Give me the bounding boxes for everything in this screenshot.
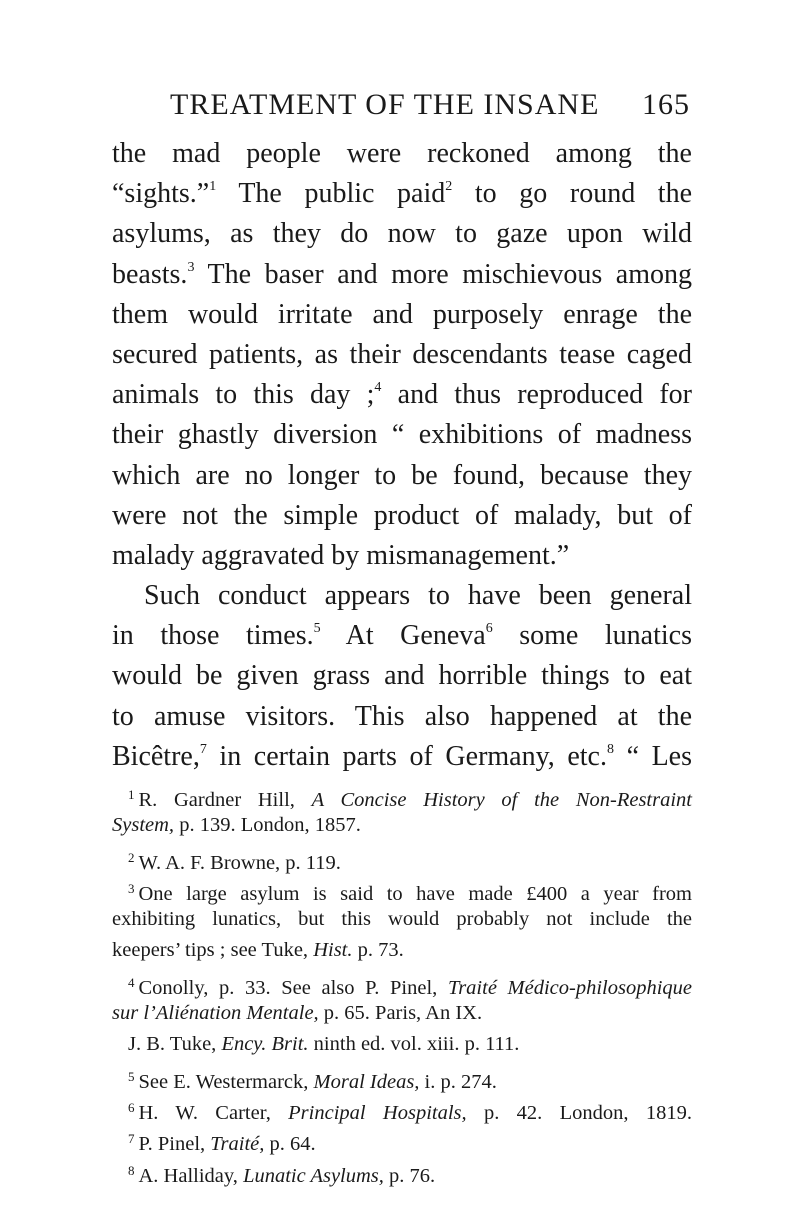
footnote-ref: 3 (187, 259, 195, 275)
page-number: 165 (642, 88, 690, 121)
footnote-1-cont: System, p. 139. London, 1857. (112, 814, 361, 837)
footnote-4-cont: J. B. Tuke, Ency. Brit. ninth ed. vol. xiii. p. 111. (128, 1033, 520, 1056)
body-line: Bicêtre,$^7$ in certain parts of Germany, etc.$^8$ “ Les (112, 740, 693, 772)
body-text (112, 134, 692, 777)
footnote-mark: 7 (128, 1131, 135, 1147)
footnote-mark: 8 (128, 1162, 135, 1178)
footnote-6: $^6$ H. W. Carter, Principal Hospitals, p. 42. London, 1819. (128, 1099, 692, 1124)
footnotes (112, 779, 692, 1186)
footnote-2: $^2$ W. A. F. Browne, p. 119. (128, 849, 341, 874)
footnote-mark: 1 (128, 787, 135, 802)
running-title: TREATMENT OF THE INSANE (170, 88, 600, 121)
body-line: them would irritate and purposely enrage the (112, 298, 692, 330)
footnote-mark: 3 (128, 880, 135, 896)
body-line: in those times.$^5$ At Geneva$^6$ some lunatics (112, 620, 692, 652)
body-line: asylums, as they do now to gaze upon wild (112, 218, 692, 250)
body-line: to amuse visitors. This also happened at the (112, 700, 692, 732)
footnote-mark: 4 (128, 974, 135, 990)
footnote-3-cont: keepers’ tips ; see Tuke, Hist. p. 73. (112, 939, 404, 962)
footnote-3: $^3$ One large asylum is said to have made £400 a year from (128, 880, 692, 905)
body-line: the mad people were reckoned among the (112, 138, 692, 169)
body-line: were not the simple product of malady, but of (112, 499, 692, 531)
footnote-mark: 5 (128, 1068, 135, 1084)
body-line: beasts.$^3$ The baser and more mischievous among (112, 258, 692, 290)
page-header (112, 88, 690, 128)
footnote-ref: 8 (607, 741, 614, 757)
body-line: secured patients, as their descendants tease caged (112, 338, 692, 370)
footnote-3-cont: exhibiting lunatics, but this would probably not include the (112, 908, 692, 931)
footnote-4-cont: sur l’Aliénation Mentale, p. 65. Paris, An IX. (112, 1002, 483, 1025)
footnote-4: $^4$ Conolly, p. 33. See also P. Pinel, Traité Médico-philosophique (128, 974, 693, 999)
footnote-7: $^7$ P. Pinel, Traité, p. 64. (128, 1131, 316, 1156)
footnote-mark: 6 (128, 1099, 135, 1115)
body-line: which are no longer to be found, because they (112, 459, 692, 491)
footnote-ref: 5 (313, 621, 321, 637)
body-line: Such conduct appears to have been general (144, 580, 692, 612)
body-line: animals to this day ;$^4$ and thus reproduced for (112, 379, 693, 411)
footnote-ref: 2 (445, 179, 453, 195)
body-line: their ghastly diversion “ exhibitions of madness (112, 419, 692, 451)
body-line: “sights.”$^1$ The public paid$^2$ to go round the (112, 178, 693, 210)
footnote-mark: 2 (128, 849, 135, 865)
footnote-ref: 1 (209, 179, 217, 195)
footnote-ref: 7 (199, 741, 207, 757)
footnote-5: $^5$ See E. Westermarck, Moral Ideas, i. p. 274. (128, 1068, 497, 1093)
footnote-1: $^1$ R. Gardner Hill, A Concise History of the Non-Restraint (128, 787, 692, 811)
footnote-ref: 6 (485, 621, 493, 637)
body-line: malady aggravated by mismanagement.” (112, 539, 570, 571)
footnote-8: $^8$ A. Halliday, Lunatic Asylums, p. 76. (128, 1162, 436, 1187)
footnote-ref: 4 (374, 380, 382, 396)
body-line: would be given grass and horrible things to eat (112, 660, 692, 692)
